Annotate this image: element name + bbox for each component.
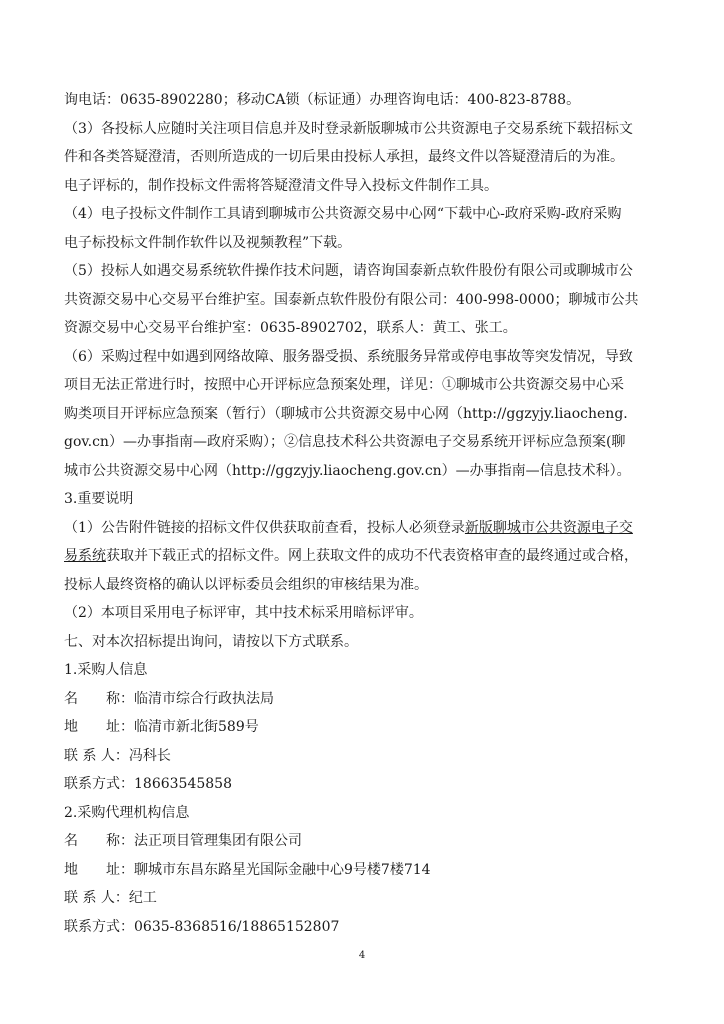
- agency-address: 聊城市东昌东路星光国际金融中心9号楼7楼714: [134, 861, 431, 878]
- text-line: 件和各类答疑澄清，否则所造成的一切后果由投标人承担，最终文件以答疑澄清后的为准。: [64, 149, 624, 165]
- text-line: 电子评标的，制作投标文件需将答疑澄清文件导入投标文件制作工具。: [64, 177, 498, 194]
- text-line: 共资源交易中心交易平台维护室。国泰新点软件股份有限公司：400-998-0000；聊城市公共: [64, 291, 639, 308]
- field-label: 地 址：: [64, 719, 134, 735]
- purchaser-phone: 18663545858: [134, 776, 232, 792]
- purchaser-address-row: [64, 713, 662, 742]
- agency-heading: 2.采购代理机构信息: [64, 804, 190, 821]
- note-text: 获取并下载正式的招标文件。网上获取文件的成功不代表资格审查的最终通过或合格，: [106, 548, 638, 564]
- system-link-part2[interactable]: 易系统: [64, 548, 106, 564]
- agency-phone-row: [64, 913, 662, 942]
- system-link-part1[interactable]: 新版聊城市公共资源电子交: [464, 519, 633, 536]
- text-line: 购类项目开评标应急预案（暂行）（聊城市公共资源交易中心网（http://ggzyjy.liaocheng.: [64, 405, 628, 422]
- purchaser-contact-row: [64, 742, 662, 771]
- agency-name: 法正项目管理集团有限公司: [134, 833, 302, 849]
- page-number: 4: [358, 950, 366, 961]
- field-label: 联 系 人：: [64, 747, 129, 764]
- field-label: 联系方式：: [64, 918, 134, 935]
- text-line: 电子标投标文件制作软件以及视频教程”下载。: [64, 234, 352, 251]
- text-line: 投标人最终资格的确认以评标委员会组织的审核结果为准。: [64, 576, 428, 593]
- field-label: 联系方式：: [64, 776, 134, 792]
- text-line: 资源交易中心交易平台维护室：0635-8902702，联系人：黄工、张工。: [64, 320, 517, 336]
- text-line: （4）电子投标文件制作工具请到聊城市公共资源交易中心网“下载中心-政府采购-政府采购: [64, 206, 622, 222]
- text-line: 询电话：0635-8902280；移动CA锁（标证通）办理咨询电话：400-823-8788。: [64, 92, 581, 108]
- text-line: （3）各投标人应随时关注项目信息并及时登录新版聊城市公共资源电子交易系统下载招标文: [64, 120, 633, 137]
- document-body: [64, 86, 662, 941]
- purchaser-address: 临清市新北街589号: [134, 719, 259, 735]
- text-line: （2）本项目采用电子标评审，其中技术标采用暗标评审。: [64, 605, 423, 621]
- field-label: 名 称：: [64, 833, 134, 849]
- text-line: （5）投标人如遇交易系统软件操作技术问题，请咨询国泰新点软件股份有限公司或聊城市公: [64, 263, 633, 279]
- note-line: [64, 514, 662, 543]
- agency-contact-row: [64, 884, 662, 913]
- note-text: （1）公告附件链接的招标文件仅供获取前查看，投标人必须登录: [64, 519, 465, 536]
- agency-contact: 纪工: [128, 890, 157, 906]
- field-label: 联 系 人：: [64, 890, 129, 906]
- section-heading-important: 3.重要说明: [64, 491, 134, 507]
- text-line: （6）采购过程中如遇到网络故障、服务器受损、系统服务异常或停电事故等突发情况，导致: [64, 348, 633, 365]
- text-line: gov.cn）—办事指南—政府采购）；②信息技术科公共资源电子交易系统开评标应急预案(聊: [64, 434, 626, 450]
- purchaser-heading: 1.采购人信息: [64, 662, 148, 678]
- note-line: [64, 542, 662, 571]
- purchaser-name-row: [64, 685, 662, 714]
- text-line: 城市公共资源交易中心网（http://ggzyjy.liaocheng.gov.cn）—办事指南—信息技术科）。: [64, 462, 631, 479]
- section-heading-contact: 七、对本次招标提出询问，请按以下方式联系。: [64, 633, 358, 650]
- text-line: 项目无法正常进行时，按照中心开评标应急预案处理，详见：①聊城市公共资源交易中心采: [64, 377, 624, 393]
- agency-address-row: [64, 856, 662, 885]
- purchaser-phone-row: [64, 770, 662, 799]
- purchaser-contact: 冯科长: [128, 747, 171, 764]
- purchaser-name: 临清市综合行政执法局: [134, 690, 274, 707]
- field-label: 地 址：: [64, 861, 134, 878]
- field-label: 名 称：: [64, 690, 134, 707]
- agency-name-row: [64, 827, 662, 856]
- agency-phone: 0635-8368516/18865152807: [134, 918, 340, 935]
